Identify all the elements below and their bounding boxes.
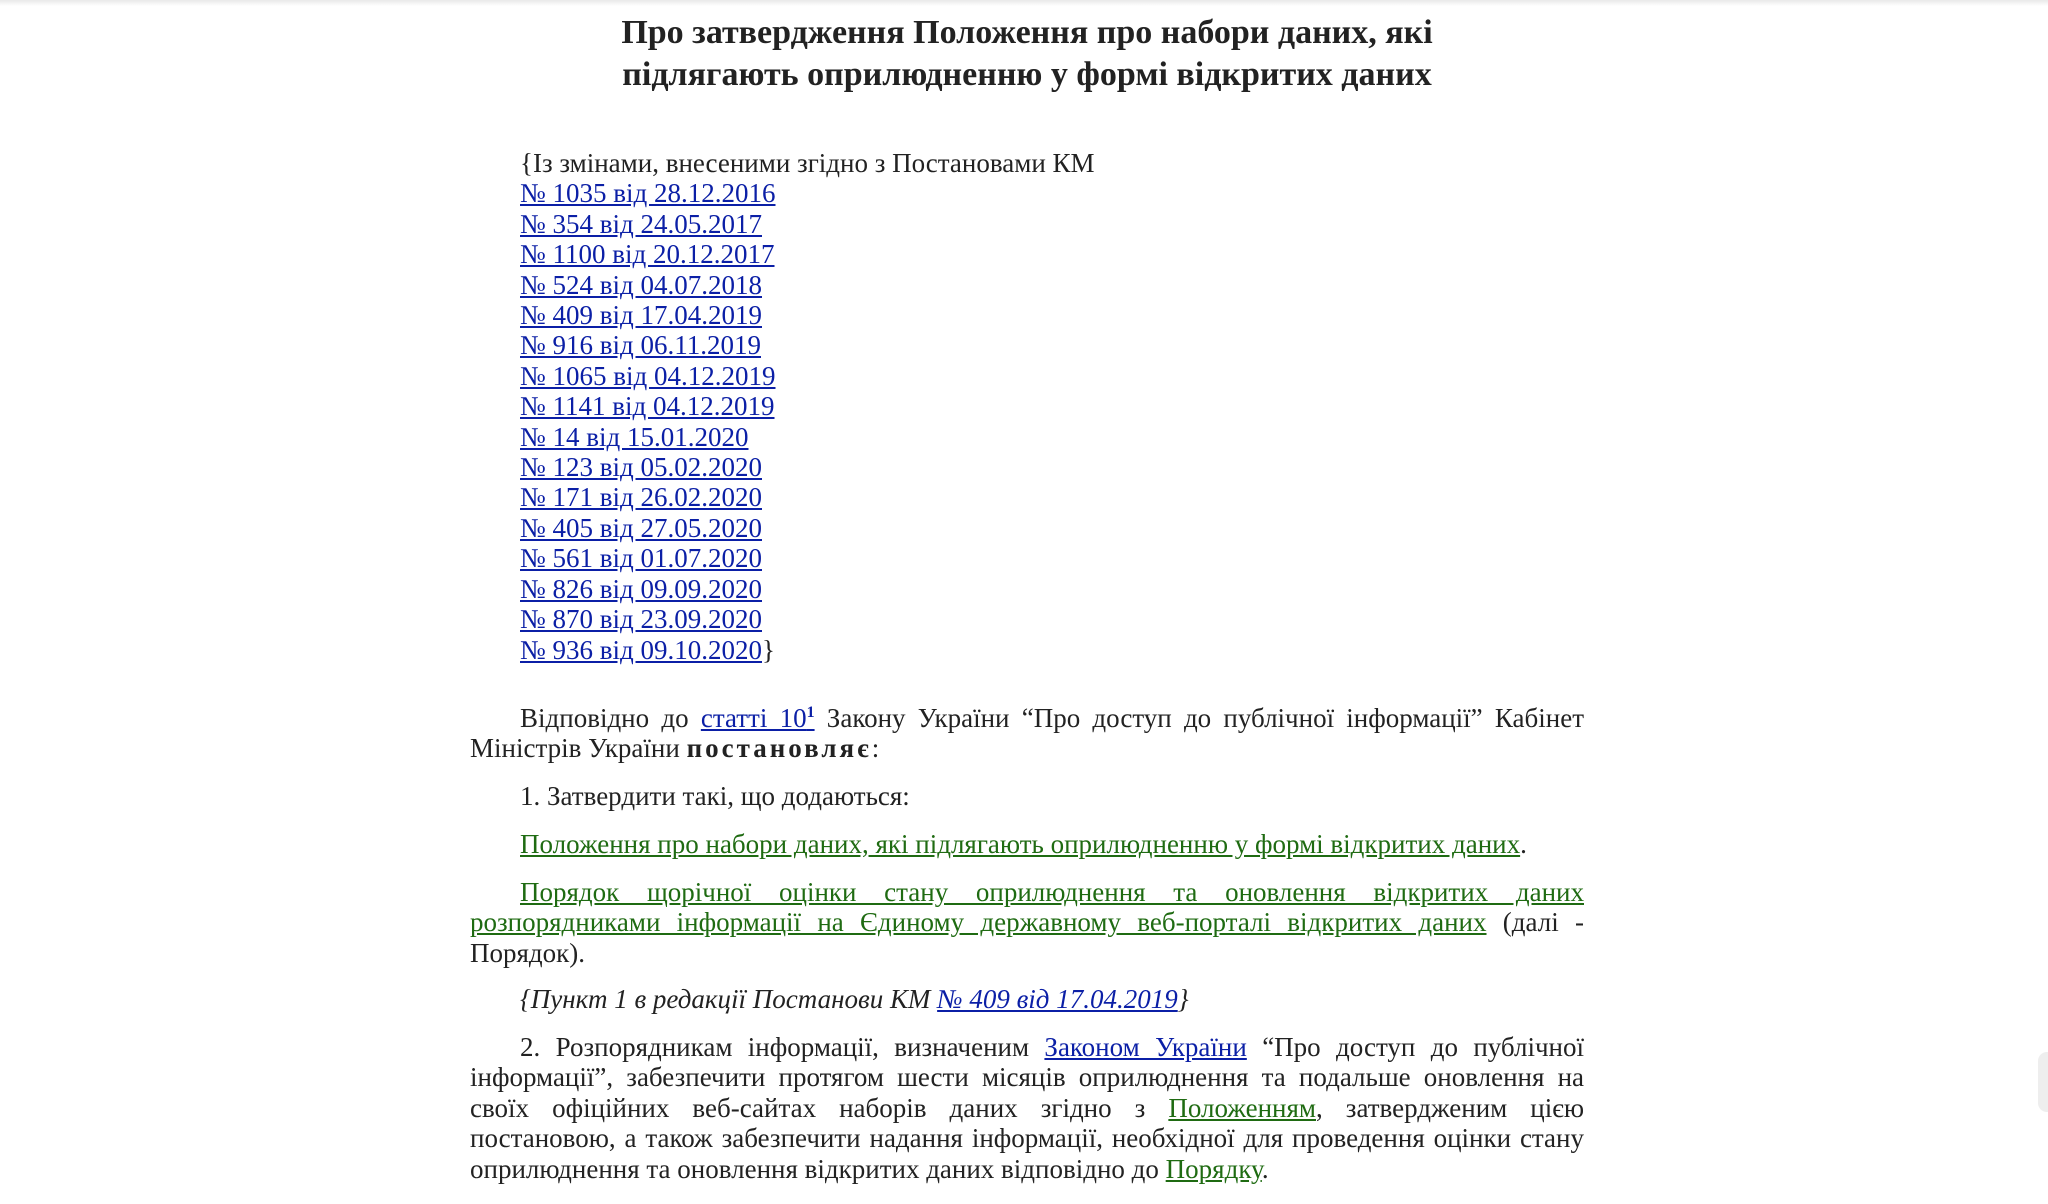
title-line-1: Про затвердження Положення про набори даних, які bbox=[621, 14, 1433, 51]
amendment-link[interactable]: № 1065 від 04.12.2019 bbox=[520, 360, 776, 391]
item-2-middle: “Про доступ до публічної інформації”, забезпечити протягом шести місяців оприлюднення та подальше оновлення на своїх офіційних веб-сайтах наборів даних згідно з bbox=[470, 1032, 1584, 1123]
amendment-link[interactable]: № 561 від 01.07.2020 bbox=[520, 543, 762, 574]
item-1-note bbox=[470, 984, 1584, 1014]
document-title bbox=[470, 12, 1584, 96]
amendment-link[interactable]: № 826 від 09.09.2020 bbox=[520, 573, 762, 604]
item-1-regulation bbox=[470, 829, 1584, 859]
amendment-item bbox=[520, 482, 1095, 512]
note-amendment-link[interactable]: № 409 від 17.04.2019 bbox=[937, 984, 1178, 1014]
amendment-item bbox=[520, 513, 1095, 543]
amendment-links bbox=[520, 178, 1095, 665]
regulation-link[interactable]: Положення про набори даних, які підлягають оприлюдненню у формі відкритих даних bbox=[520, 829, 1521, 859]
amendments-list bbox=[520, 148, 1095, 665]
title-line-2: підлягають оприлюдненню у формі відкритих даних bbox=[622, 56, 1432, 93]
amendment-item bbox=[520, 543, 1095, 573]
preamble-before: Відповідно до bbox=[520, 703, 701, 733]
amendment-item bbox=[520, 635, 1095, 665]
note-before: {Пункт 1 в редакції Постанови КМ bbox=[520, 984, 938, 1014]
article-10-link[interactable] bbox=[701, 703, 815, 733]
procedure-after: (далі - Порядок). bbox=[470, 907, 1585, 968]
decree-word: постановляє bbox=[686, 733, 872, 764]
preamble-after: Закону України “Про доступ до публічної інформації” Кабінет Міністрів України bbox=[470, 703, 1585, 764]
amendment-link[interactable]: № 171 від 26.02.2020 bbox=[520, 482, 762, 513]
regulation-dot: . bbox=[1520, 829, 1527, 859]
amendment-link[interactable]: № 916 від 06.11.2019 bbox=[520, 330, 761, 361]
amendment-link[interactable]: № 1141 від 04.12.2019 bbox=[520, 391, 775, 422]
amendment-link[interactable]: № 524 від 04.07.2018 bbox=[520, 269, 762, 300]
top-shadow bbox=[0, 0, 2048, 6]
amendment-link[interactable]: № 1100 від 20.12.2017 bbox=[520, 239, 775, 270]
amendment-link[interactable]: № 354 від 24.05.2017 bbox=[520, 208, 762, 239]
amendments-close: } bbox=[762, 634, 775, 665]
item-1-procedure bbox=[470, 877, 1584, 968]
amendment-item bbox=[520, 604, 1095, 634]
law-link[interactable]: Законом України bbox=[1044, 1032, 1247, 1062]
amendment-link[interactable]: № 409 від 17.04.2019 bbox=[520, 300, 762, 331]
amendment-item bbox=[520, 270, 1095, 300]
procedure-link-2[interactable]: Порядку bbox=[1165, 1153, 1262, 1184]
procedure-link[interactable]: Порядок щорічної оцінки стану оприлюднення та оновлення відкритих даних розпорядниками інформації на Єдиному державному веб-порталі відкритих даних bbox=[470, 877, 1584, 938]
article-10-link-text: статті 10 bbox=[700, 703, 807, 733]
item-2-end: . bbox=[1261, 1153, 1269, 1184]
regulation-link-2[interactable]: Положенням bbox=[1168, 1092, 1316, 1123]
amendment-item bbox=[520, 300, 1095, 330]
amendment-item bbox=[520, 239, 1095, 269]
note-after: } bbox=[1177, 984, 1189, 1014]
amendment-link[interactable]: № 405 від 27.05.2020 bbox=[520, 512, 762, 543]
amendment-item bbox=[520, 422, 1095, 452]
amendment-item bbox=[520, 178, 1095, 208]
amendment-item bbox=[520, 361, 1095, 391]
preamble-paragraph bbox=[470, 703, 1584, 764]
amendment-link[interactable]: № 870 від 23.09.2020 bbox=[520, 604, 762, 635]
article-superscript: 1 bbox=[806, 704, 815, 721]
amendment-link[interactable]: № 123 від 05.02.2020 bbox=[520, 452, 762, 483]
item-2-middle2: , затвердженим цією постановою, а також забезпечити надання інформації, необхідної для проведення оцінки стану оприлюднення та оновлення відкритих даних відповідно до bbox=[470, 1092, 1584, 1184]
amendment-item bbox=[520, 391, 1095, 421]
amendment-item bbox=[520, 452, 1095, 482]
amendment-link[interactable]: № 936 від 09.10.2020 bbox=[520, 634, 762, 665]
item-1-label: 1. Затвердити такі, що додаються: bbox=[520, 781, 910, 811]
item-2-paragraph bbox=[470, 1032, 1584, 1184]
amendment-link[interactable]: № 1035 від 28.12.2016 bbox=[520, 178, 776, 209]
amendments-intro: {Із змінами, внесеними згідно з Постановами КМ bbox=[520, 148, 1095, 178]
amendment-item bbox=[520, 330, 1095, 360]
amendment-link[interactable]: № 14 від 15.01.2020 bbox=[520, 421, 749, 452]
preamble-colon: : bbox=[871, 733, 880, 764]
amendment-item bbox=[520, 574, 1095, 604]
item-2-before: 2. Розпорядникам інформації, визначеним bbox=[520, 1032, 1045, 1062]
scroll-handle[interactable] bbox=[2038, 1052, 2048, 1112]
amendment-item bbox=[520, 209, 1095, 239]
item-1-text bbox=[470, 781, 1584, 811]
